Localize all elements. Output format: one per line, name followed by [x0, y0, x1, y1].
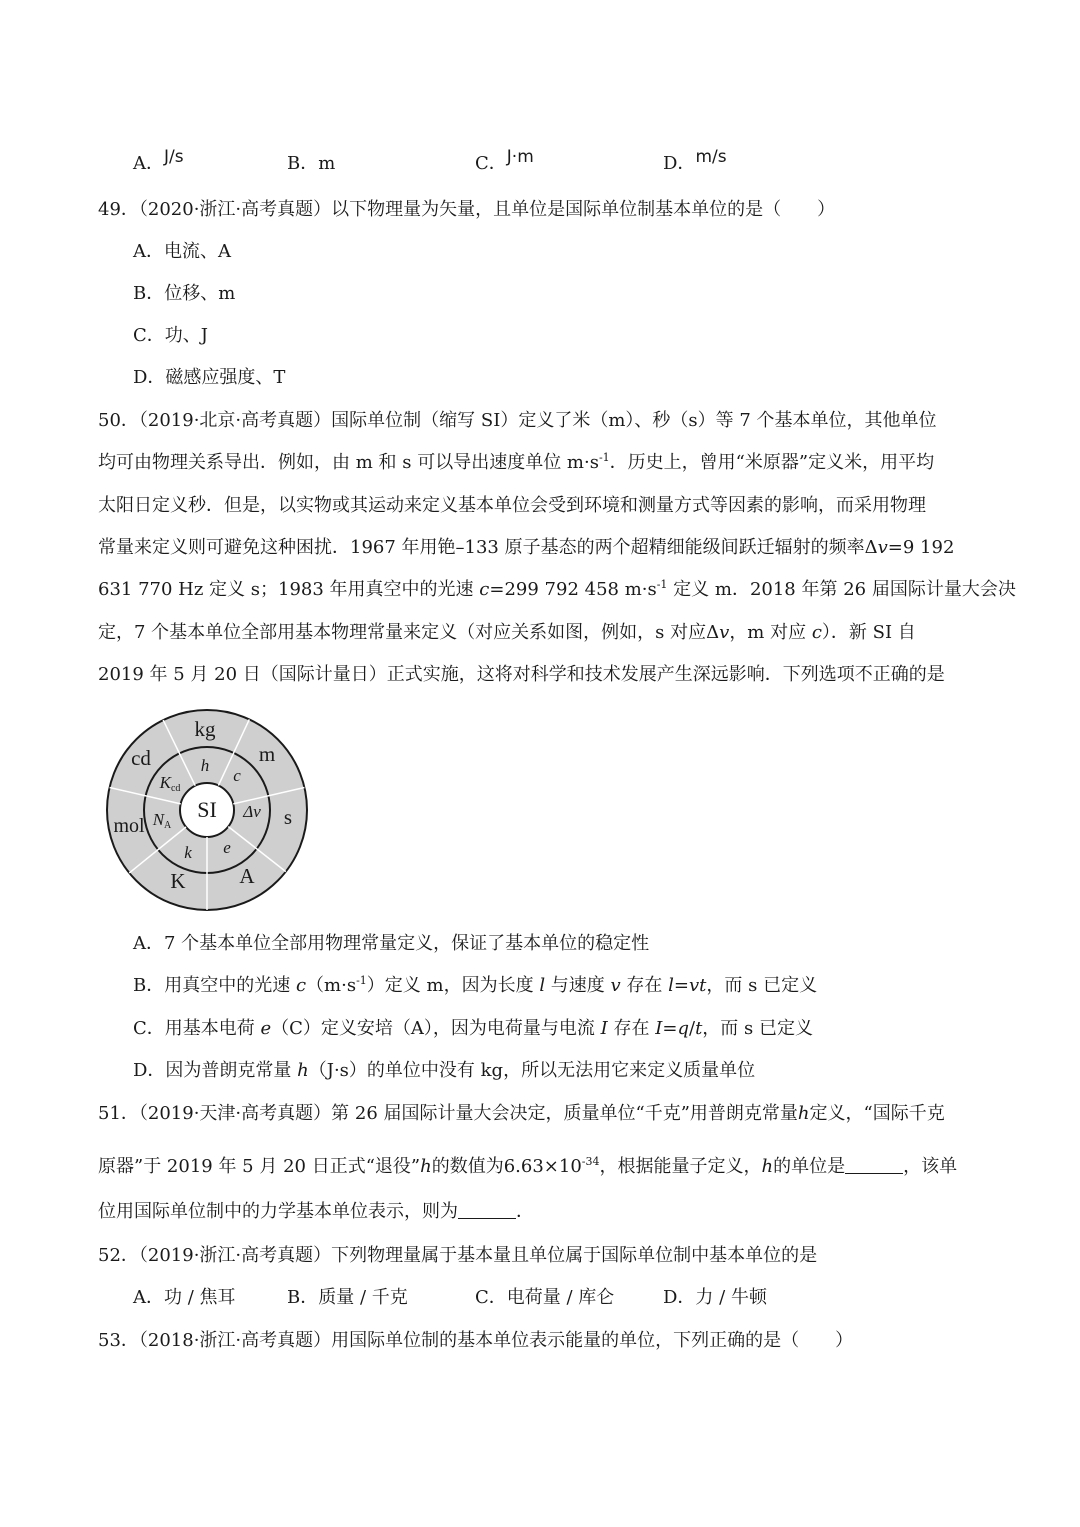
- unit-cd: cd: [131, 746, 151, 770]
- q49-option-c[interactable]: C．功、J: [133, 325, 208, 346]
- const-e: e: [223, 838, 231, 857]
- q52-option-c[interactable]: C．电荷量 / 库仑: [475, 1287, 615, 1308]
- center-SI: SI: [197, 797, 217, 822]
- unit-s: s: [283, 805, 293, 829]
- q50-stem-line-3: 太阳日定义秒．但是，以实物或其运动来定义基本单位会受到环境和测量方式等因素的影响，而采用物理: [98, 495, 926, 516]
- q50-option-b[interactable]: B．用真空中的光速 $c(m\cdot s^{-1})$定义 m，因为长度 l 与速度 v 存在 l=vt，而 s 已定义: [133, 974, 818, 996]
- q49-option-a[interactable]: A．电流、A: [133, 241, 231, 262]
- answer-blank-2[interactable]: [458, 1200, 516, 1219]
- q48-option-a-text: J/s: [164, 147, 184, 167]
- q51-stem-line-2: 原器”于 2019 年 5 月 20 日正式“退役”h的数值为$6.63\times 10^{-34}$，根据能量子定义，h的单位是 ，该单: [98, 1155, 958, 1177]
- q52-number: 52．: [98, 1245, 139, 1266]
- q50-stem-line-1: 50．（2019·北京·高考真题）国际单位制（缩写 SI）定义了米（m）、秒（s）等 7 个基本单位，其他单位: [98, 410, 937, 431]
- q49-stem: 49．（2020·浙江·高考真题）以下物理量为矢量，且单位是国际单位制基本单位的是（ ）: [98, 199, 836, 220]
- si-units-wheel-diagram: [104, 708, 310, 912]
- q48-option-b[interactable]: B．m: [287, 153, 336, 174]
- unit-kg: kg: [194, 717, 216, 741]
- q48-option-d[interactable]: D．m/s: [663, 147, 727, 174]
- q50-stem-line-7: 2019 年 5 月 20 日（国际计量日）正式实施，这将对科学和技术发展产生深远影响．下列选项不正确的是: [98, 664, 945, 685]
- q50-option-d[interactable]: D．因为普朗克常量 h（J·s）的单位中没有 kg，所以无法用它来定义质量单位: [133, 1060, 756, 1081]
- q48-option-d-text: m/s: [695, 147, 727, 167]
- q50-stem-line-4: 常量来定义则可避免这种困扰．1967 年用铯–133 原子基态的两个超精细能级间跃迁辐射的频率Δv=9 192: [98, 537, 955, 558]
- q50-stem-line-5: 631 770 Hz 定义 s；1983 年用真空中的光速 c=299 792 458 $m\cdot s^{-1}$ 定义 m．2018 年第 26 届国际计量大会决: [98, 578, 1016, 600]
- q53-number: 53．: [98, 1330, 139, 1351]
- q49-option-b[interactable]: B．位移、m: [133, 283, 236, 304]
- q48-option-a[interactable]: A．J/s: [133, 147, 184, 174]
- q52-option-d[interactable]: D．力 / 牛顿: [663, 1287, 767, 1308]
- unit-K: K: [170, 869, 186, 893]
- unit-mol: mol: [113, 815, 145, 837]
- planck-value: $6.63\times 10^{-34}$: [503, 1155, 600, 1177]
- q48-option-c[interactable]: C．J·m: [475, 147, 534, 174]
- unit-A: A: [239, 864, 255, 888]
- q50-option-c[interactable]: C．用基本电荷 e（C）定义安培（A），因为电荷量与电流 I 存在 I=q/t，而 s 已定义: [133, 1018, 813, 1039]
- q51-stem-line-1: 51．（2019·天津·高考真题）第 26 届国际计量大会决定，质量单位“千克”用普朗克常量h定义，“国际千克: [98, 1103, 945, 1124]
- q51-stem-line-3: 位用国际单位制中的力学基本单位表示，则为 ．: [98, 1201, 534, 1222]
- const-k: k: [184, 843, 192, 862]
- const-NA: NA: [152, 810, 172, 831]
- q50-stem-line-6: 定，7 个基本单位全部用基本物理常量来定义（对应关系如图，例如，s 对应Δv，m 对应 c）．新 SI 自: [98, 622, 916, 643]
- q53-stem: 53．（2018·浙江·高考真题）用国际单位制的基本单位表示能量的单位，下列正确的是（ ）: [98, 1330, 854, 1351]
- q51-number: 51．: [98, 1103, 139, 1124]
- q50-option-a[interactable]: A．7 个基本单位全部用物理常量定义，保证了基本单位的稳定性: [133, 933, 650, 954]
- q52-option-a[interactable]: A．功 / 焦耳: [133, 1287, 236, 1308]
- q49-number: 49．: [98, 199, 139, 220]
- q48-option-b-text: m: [318, 153, 336, 174]
- q50-number: 50．: [98, 410, 139, 431]
- answer-blank-1[interactable]: [845, 1155, 903, 1174]
- const-Kcd: Kcd: [159, 773, 181, 794]
- q52-option-b[interactable]: B．质量 / 千克: [287, 1287, 408, 1308]
- q50-stem-line-2: 均可由物理关系导出．例如，由 m 和 s 可以导出速度单位 $m\cdot s^{-1}$．历史上，曾用“米原器”定义米，用平均: [98, 451, 935, 473]
- const-delta-nu: Δv: [243, 802, 261, 821]
- unit-m: m: [258, 742, 276, 766]
- const-c: c: [233, 766, 241, 785]
- const-h: h: [200, 756, 210, 775]
- q52-stem: 52．（2019·浙江·高考真题）下列物理量属于基本量且单位属于国际单位制中基本单位的是: [98, 1245, 818, 1266]
- q49-option-d[interactable]: D．磁感应强度、T: [133, 367, 286, 388]
- q48-option-c-text: J·m: [506, 147, 534, 167]
